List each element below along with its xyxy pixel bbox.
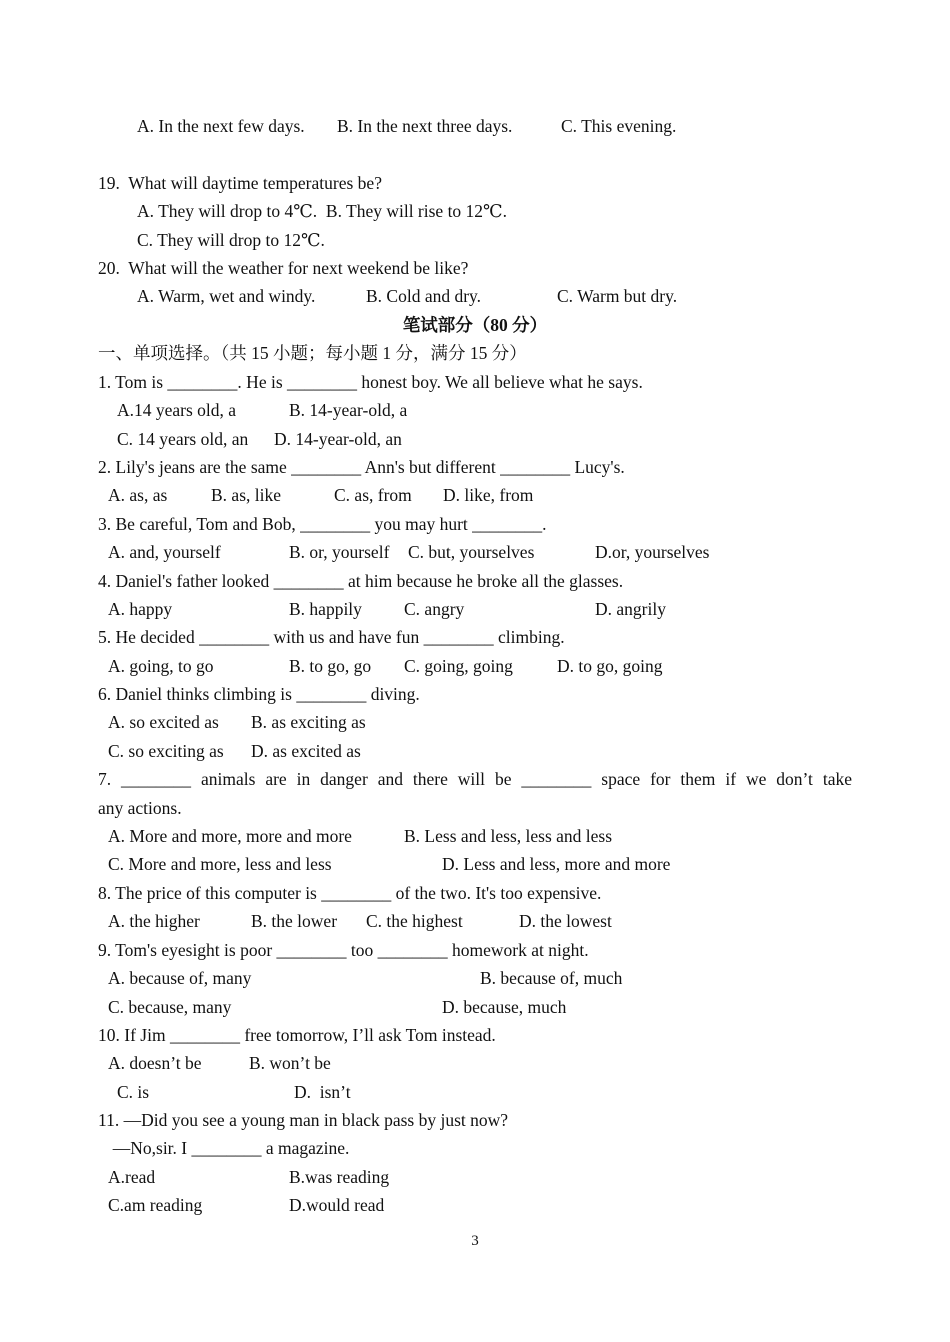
q7-option-d: D. Less and less, more and more bbox=[442, 854, 671, 874]
q5-option-a: A. going, to go bbox=[108, 656, 214, 676]
q3-option-a: A. and, yourself bbox=[108, 542, 221, 562]
q11-stem-line2: —No,sir. I ________ a magazine. bbox=[104, 1138, 350, 1158]
page-number: 3 bbox=[471, 1233, 479, 1249]
q8-option-a: A. the higher bbox=[108, 911, 200, 931]
q1-stem: 1. Tom is ________. He is ________ honest boy. We all believe what he says. bbox=[98, 372, 643, 392]
q5-option-b: B. to go, go bbox=[289, 656, 372, 676]
q18-option-a: A. In the next few days. bbox=[137, 116, 305, 136]
q4-option-d: D. angrily bbox=[595, 599, 666, 619]
section1-heading: 一、单项选择。（共 15 小题；每小题 1 分，满分 15 分） bbox=[98, 343, 527, 363]
q2-option-d: D. like, from bbox=[443, 485, 534, 505]
q5-option-c: C. going, going bbox=[404, 656, 513, 676]
q19-options-ab: A. They will drop to 4℃. B. They will rise to 12℃. bbox=[137, 201, 508, 221]
q8-option-b: B. the lower bbox=[251, 911, 338, 931]
q11-option-d: D.would read bbox=[289, 1195, 385, 1215]
q7-option-c: C. More and more, less and less bbox=[108, 854, 332, 874]
q1-option-b: B. 14-year-old, a bbox=[289, 400, 408, 420]
written-part-title: 笔试部分（80 分） bbox=[402, 315, 548, 335]
q3-option-b: B. or, yourself bbox=[289, 542, 390, 562]
q10-option-c: C. is bbox=[117, 1082, 150, 1102]
q19-option-c: C. They will drop to 12℃. bbox=[137, 230, 325, 250]
q2-option-a: A. as, as bbox=[108, 485, 168, 505]
q9-option-d: D. because, much bbox=[442, 997, 567, 1017]
q6-option-c: C. so exciting as bbox=[108, 741, 224, 761]
q7-option-a: A. More and more, more and more bbox=[108, 826, 352, 846]
q7-stem-line2: any actions. bbox=[98, 798, 182, 818]
q7-stem-line1: 7. ________ animals are in danger and there will be ________ space for them if we don’t take bbox=[98, 769, 852, 789]
q10-option-a: A. doesn’t be bbox=[108, 1053, 202, 1073]
q9-option-a: A. because of, many bbox=[108, 968, 252, 988]
q20-option-b: B. Cold and dry. bbox=[366, 286, 482, 306]
q5-option-d: D. to go, going bbox=[557, 656, 663, 676]
q10-option-d: D. isn’t bbox=[294, 1082, 351, 1102]
q11-option-b: B.was reading bbox=[289, 1167, 390, 1187]
q10-stem: 10. If Jim ________ free tomorrow, I’ll ask Tom instead. bbox=[98, 1025, 496, 1045]
q18-option-c: C. This evening. bbox=[561, 116, 677, 136]
q2-option-c: C. as, from bbox=[334, 485, 412, 505]
q20-option-a: A. Warm, wet and windy. bbox=[137, 286, 316, 306]
q4-option-b: B. happily bbox=[289, 599, 362, 619]
q6-option-b: B. as exciting as bbox=[251, 712, 366, 732]
q6-stem: 6. Daniel thinks climbing is ________ diving. bbox=[98, 684, 420, 704]
q8-stem: 8. The price of this computer is ________ of the two. It's too expensive. bbox=[98, 883, 602, 903]
q1-option-a: A.14 years old, a bbox=[117, 400, 237, 420]
q6-option-d: D. as excited as bbox=[251, 741, 361, 761]
q2-option-b: B. as, like bbox=[211, 485, 281, 505]
q6-option-a: A. so excited as bbox=[108, 712, 219, 732]
q8-option-c: C. the highest bbox=[366, 911, 463, 931]
q1-option-d: D. 14-year-old, an bbox=[274, 429, 402, 449]
q9-stem: 9. Tom's eyesight is poor ________ too ________ homework at night. bbox=[98, 940, 589, 960]
q11-option-c: C.am reading bbox=[108, 1195, 203, 1215]
q4-stem: 4. Daniel's father looked ________ at him because he broke all the glasses. bbox=[98, 571, 624, 591]
q10-option-b: B. won’t be bbox=[249, 1053, 331, 1073]
q4-option-a: A. happy bbox=[108, 599, 173, 619]
q4-option-c: C. angry bbox=[404, 599, 465, 619]
q5-stem: 5. He decided ________ with us and have fun ________ climbing. bbox=[98, 627, 565, 647]
q3-option-c: C. but, yourselves bbox=[408, 542, 535, 562]
q11-stem-line1: 11. —Did you see a young man in black pass by just now? bbox=[98, 1110, 509, 1130]
q8-option-d: D. the lowest bbox=[519, 911, 612, 931]
q7-option-b: B. Less and less, less and less bbox=[404, 826, 613, 846]
q20-option-c: C. Warm but dry. bbox=[557, 286, 678, 306]
q20-stem: 20. What will the weather for next weekend be like? bbox=[98, 258, 469, 278]
q9-option-b: B. because of, much bbox=[480, 968, 623, 988]
q11-option-a: A.read bbox=[108, 1167, 156, 1187]
q9-option-c: C. because, many bbox=[108, 997, 232, 1017]
q3-stem: 3. Be careful, Tom and Bob, ________ you may hurt ________. bbox=[98, 514, 547, 534]
q2-stem: 2. Lily's jeans are the same ________ Ann's but different ________ Lucy's. bbox=[98, 457, 625, 477]
q19-stem: 19. What will daytime temperatures be? bbox=[98, 173, 382, 193]
q1-option-c: C. 14 years old, an bbox=[117, 429, 249, 449]
q3-option-d: D.or, yourselves bbox=[595, 542, 710, 562]
q18-option-b: B. In the next three days. bbox=[337, 116, 513, 136]
